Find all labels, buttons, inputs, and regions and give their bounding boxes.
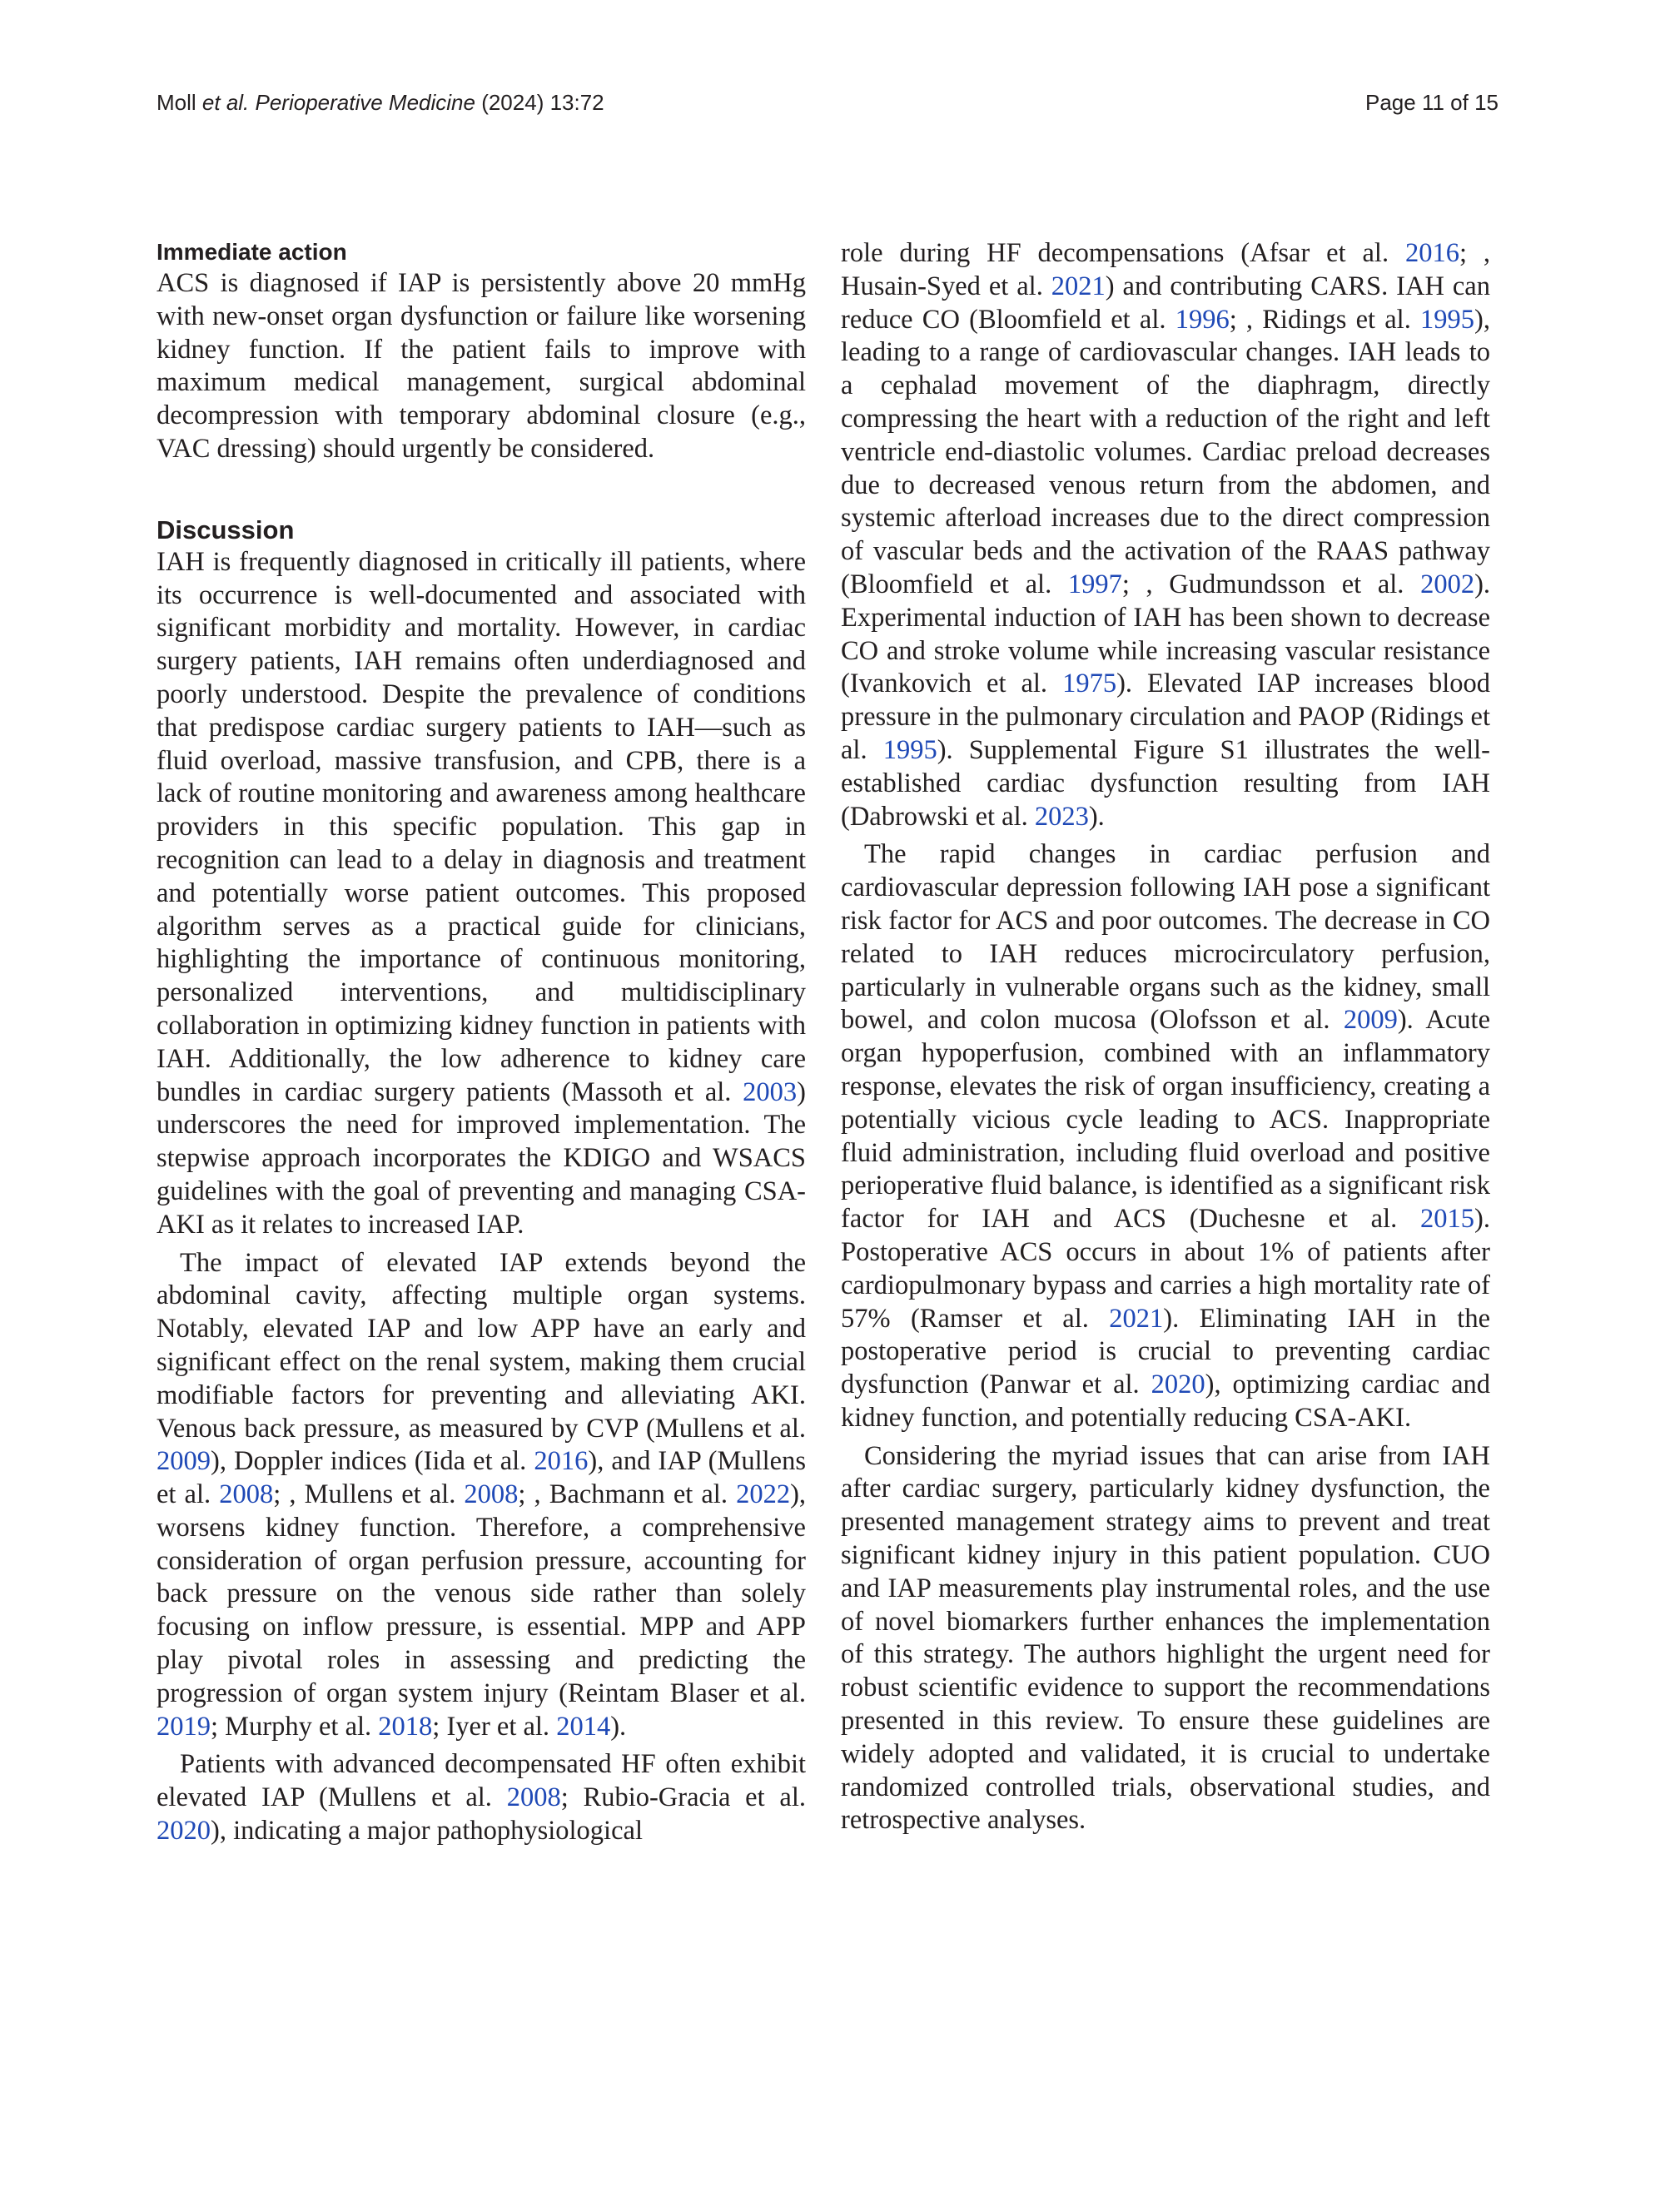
- citation-link[interactable]: 2018: [378, 1711, 433, 1742]
- page-number: Page 11 of 15: [1365, 90, 1498, 115]
- paragraph-text: ; Rubio-Gracia et al.: [560, 1782, 806, 1813]
- paragraph-text: ; , Gudmundsson et al.: [1121, 569, 1421, 599]
- paragraph-text: ). Elevated IAP increases blood pressure in the pulmonary circulation and PAOP (Ridings et al.: [841, 669, 1490, 765]
- paragraph-text: ; Murphy et al.: [211, 1711, 379, 1742]
- paragraph-text: ), worsens kidney function. Therefore, a comprehensive consideration of organ perfusion pressure, accounting for back pressure on the venous side rather than solely focusing on inflow pressure, is essential. MPP and APP play pivotal roles in assessing and predicting the progression of organ system injury (Reintam Blaser et al.: [157, 1479, 807, 1708]
- immediate-action-paragraph: [157, 267, 806, 466]
- paragraph-text: ). Supplemental Figure S1 illustrates the well-established cardiac dysfunction resulting from IAH (Dabrowski et al.: [841, 734, 1490, 832]
- paragraph-text: ; , Ridings et al.: [1229, 304, 1421, 335]
- citation-link[interactable]: 2008: [219, 1479, 274, 1510]
- citation-link[interactable]: 1995: [1420, 304, 1475, 335]
- citation-link[interactable]: 2020: [157, 1816, 211, 1847]
- paragraph-text: The rapid changes in cardiac perfusion and cardiovascular depression following IAH pose a significant risk factor for ACS and poor outcomes. The decrease in CO related to IAH reduces microcirculatory perfusion, particularly in vulnerable organs such as the kidney, small bowel, and colon mucosa (Olofsson et al.: [841, 839, 1490, 1036]
- paragraph-text: Considering the myriad issues that can arise from IAH after cardiac surgery, particularly kidney dysfunction, the presented management strategy aims to prevent and treat significant kidney injury in this patient population. CUO and IAP measurements play instrumental roles, and the use of novel biomarkers further enhances the implementation of this strategy. The authors highlight the urgent need for robust scientific evidence to support the recommendations presented in this review. To ensure these guidelines are widely adopted and validated, it is crucial to undertake randomized controlled trials, observational studies, and retrospective analyses.: [841, 1440, 1490, 1836]
- citation-link[interactable]: 2016: [534, 1446, 589, 1477]
- citation-link[interactable]: 2008: [464, 1479, 519, 1510]
- paragraph-text: ), Doppler indices (Iida et al.: [211, 1446, 534, 1477]
- citation-link[interactable]: 2019: [157, 1711, 211, 1742]
- citation-link[interactable]: 2015: [1420, 1204, 1475, 1235]
- discussion-paragraph-5: [841, 838, 1490, 1434]
- citation-link[interactable]: 2008: [506, 1782, 561, 1813]
- paragraph-text: ; , Bachmann et al.: [518, 1479, 737, 1510]
- citation-link[interactable]: 2022: [736, 1479, 791, 1510]
- citation-link[interactable]: 1995: [882, 734, 937, 765]
- paragraph-text: role during HF decompensations (Afsar et al.: [841, 238, 1405, 268]
- paragraph-text: ).: [1088, 801, 1105, 832]
- citation-link[interactable]: 2002: [1420, 569, 1475, 599]
- paragraph-text: ), and IAP (Mullens et al.: [157, 1446, 807, 1510]
- paragraph-text: ).: [610, 1711, 627, 1742]
- paragraph-text: IAH is frequently diagnosed in critically ill patients, where its occurrence is well-documented and associated with significant morbidity and mortality. However, in cardiac surgery patients, IAH remains often underdiagnosed and poorly understood. Despite the prevalence of conditions that predispose cardiac surgery patients to IAH—such as fluid overload, massive transfusion, and CPB, there is a lack of routine monitoring and awareness among healthcare providers in this specific population. This gap in recognition can lead to a delay in diagnosis and treatment and potentially worse patient outcomes. This proposed algorithm serves as a practical guide for clinicians, highlighting the importance of continuous monitoring, personalized interventions, and multidisciplinary collaboration in optimizing kidney function in patients with IAH. Additionally, the low adherence to kidney care bundles in cardiac surgery patients (Massoth et al.: [157, 546, 806, 1107]
- discussion-paragraph-6: [841, 1440, 1490, 1838]
- citation-link[interactable]: 2009: [157, 1446, 211, 1477]
- citation-link[interactable]: 2014: [556, 1711, 611, 1742]
- left-column: [157, 237, 806, 1848]
- paragraph-text: ), indicating a major pathophysiological: [211, 1816, 643, 1847]
- paragraph-text: ). Postoperative ACS occurs in about 1% of patients after cardiopulmonary bypass and carries a high mortality rate of 57% (Ramser et al.: [841, 1204, 1490, 1334]
- citation-link[interactable]: 1975: [1062, 669, 1117, 699]
- paragraph-text: ACS is diagnosed if IAP is persistently above 20 mmHg with new-onset organ dysfunction or failure like worsening kidney function. If the patient fails to improve with maximum medical management, surgical abdominal decompression with temporary abdominal closure (e.g., VAC dressing) should urgently be considered.: [157, 268, 806, 464]
- paragraph-text: ; , Mullens et al.: [273, 1479, 465, 1510]
- citation-link[interactable]: 1996: [1175, 304, 1230, 335]
- paragraph-text: ), optimizing cardiac and kidney function, and potentially reducing CSA-AKI.: [841, 1369, 1491, 1433]
- discussion-paragraph-4: [841, 237, 1490, 833]
- paragraph-text: ), leading to a range of cardiovascular changes. IAH leads to a cephalad movement of the diaphragm, directly compressing the heart with a reduction of the right and left ventricle end-diastolic volumes. Cardiac preload decreases due to decreased venous return from the abdomen, and systemic afterload increases due to the direct compression of vascular beds and the activation of the RAAS pathway (Bloomfield et al.: [841, 304, 1490, 599]
- paragraph-text: ) underscores the need for improved implementation. The stepwise approach incorporates the KDIGO and WSACS guidelines with the goal of preventing and managing CSA-AKI as it relates to increased IAP.: [157, 1076, 806, 1240]
- discussion-paragraph-3: [157, 1748, 806, 1847]
- journal-citation: Moll et al. Perioperative Medicine (2024) 13:72: [157, 90, 604, 115]
- paragraph-text: ; Iyer et al.: [432, 1711, 557, 1742]
- citation-link[interactable]: 2021: [1109, 1303, 1164, 1334]
- paragraph-text: ; , Husain-Syed et al.: [841, 238, 1491, 301]
- running-header: [157, 90, 1498, 123]
- paragraph-text: The impact of elevated IAP extends beyond the abdominal cavity, affecting multiple organ systems. Notably, elevated IAP and low APP have an early and significant effect on the renal system, making them crucial modifiable factors for preventing and alleviating AKI. Venous back pressure, as measured by CVP (Mullens et al.: [157, 1247, 806, 1444]
- right-column: [841, 237, 1490, 1837]
- subsection-title: Immediate action: [157, 239, 347, 265]
- citation-link[interactable]: 2021: [1051, 271, 1106, 301]
- citation-link[interactable]: 2016: [1404, 238, 1459, 268]
- citation-link[interactable]: 1997: [1067, 569, 1122, 599]
- discussion-paragraph-2: [157, 1247, 806, 1744]
- citation-link[interactable]: 2003: [743, 1076, 798, 1107]
- paragraph-text: ). Eliminating IAH in the postoperative period is crucial to preventing cardiac dysfunction (Panwar et al.: [841, 1303, 1490, 1400]
- paragraph-text: ) and contributing CARS. IAH can reduce CO (Bloomfield et al.: [841, 271, 1490, 335]
- discussion-paragraph-1: [157, 546, 806, 1242]
- paragraph-text: ). Acute organ hypoperfusion, combined with an inflammatory response, elevates the risk of organ insufficiency, creating a potentially vicious cycle leading to ACS. Inappropriate fluid administration, including fluid overload and positive perioperative fluid balance, is identified as a significant risk factor for IAH and ACS (Duchesne et al.: [841, 1005, 1490, 1235]
- citation-link[interactable]: 2009: [1343, 1005, 1398, 1036]
- paragraph-text: Patients with advanced decompensated HF often exhibit elevated IAP (Mullens et al.: [157, 1749, 806, 1813]
- paragraph-text: ). Experimental induction of IAH has been shown to decrease CO and stroke volume while increasing vascular resistance (Ivankovich et al.: [841, 569, 1491, 699]
- citation-link[interactable]: 2023: [1034, 801, 1089, 832]
- section-title: Discussion: [157, 514, 295, 544]
- citation-link[interactable]: 2020: [1151, 1369, 1205, 1400]
